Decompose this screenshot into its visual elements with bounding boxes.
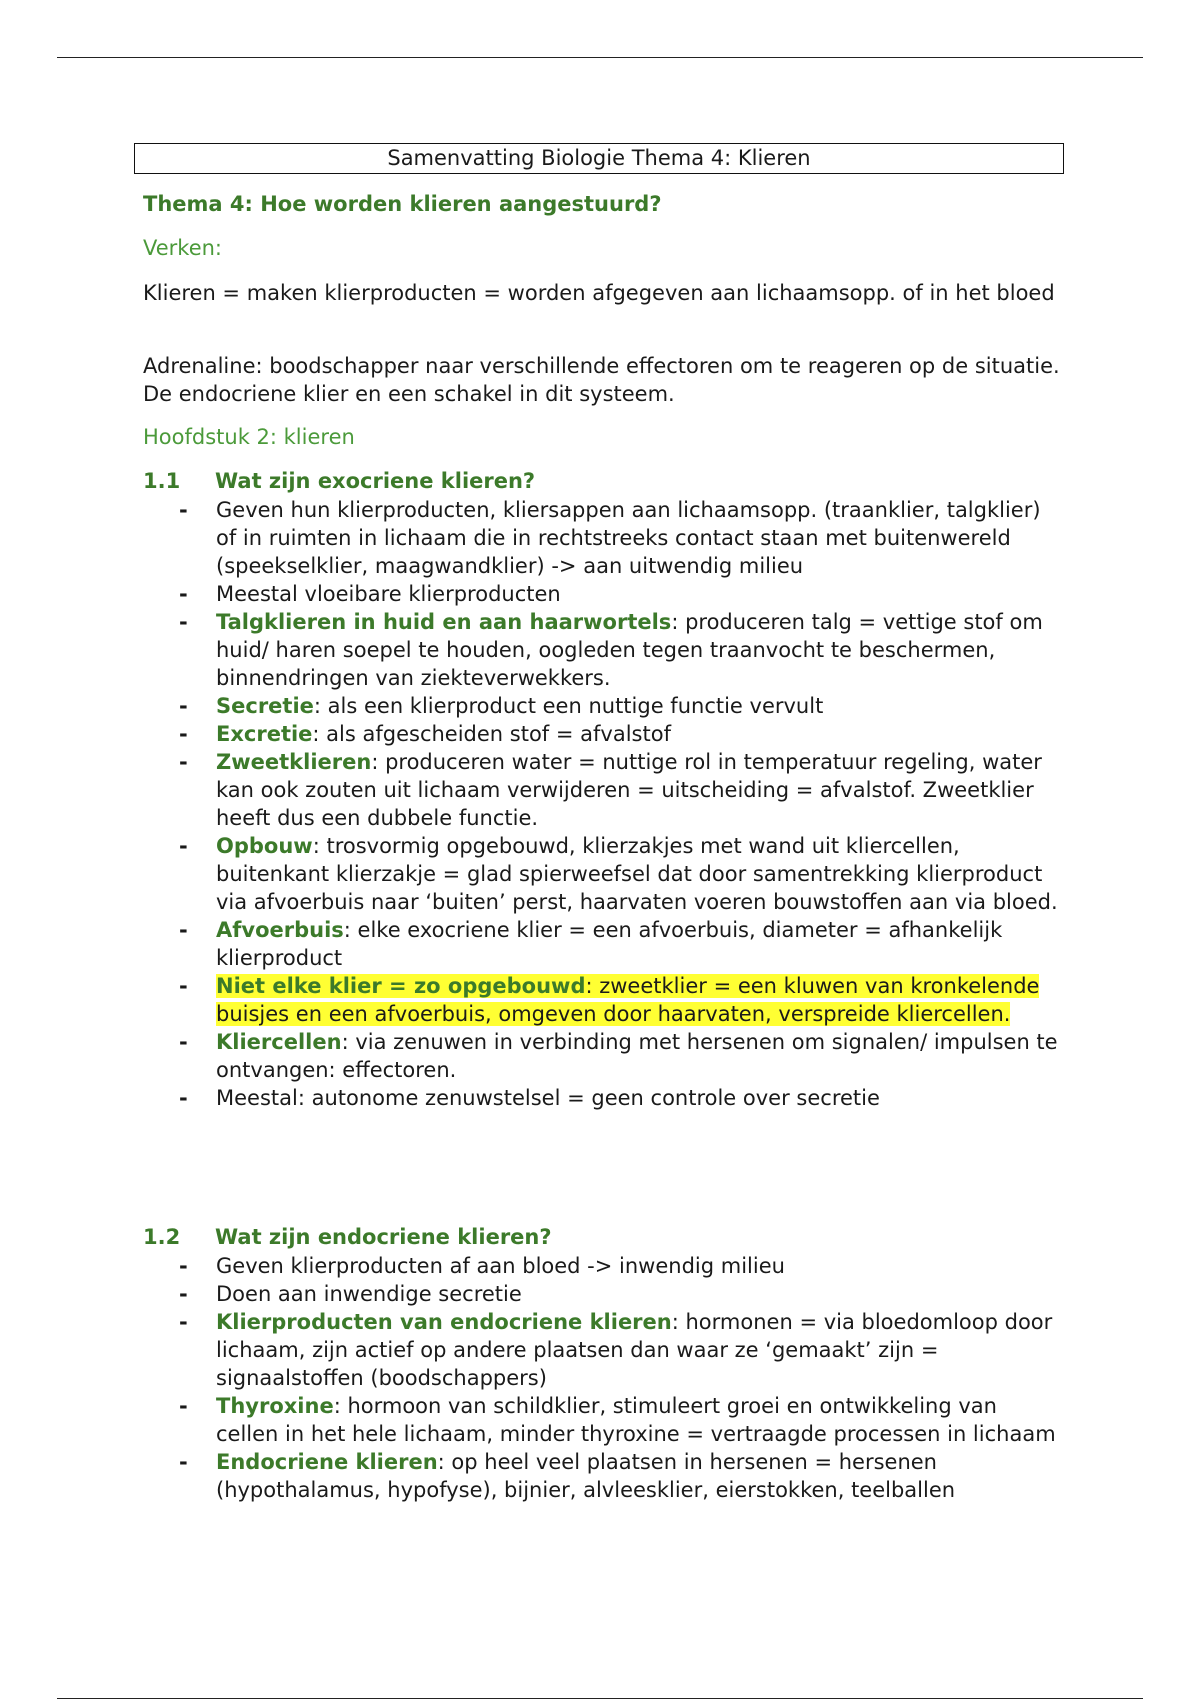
list-item-body bbox=[216, 694, 823, 718]
list-item bbox=[143, 1084, 1063, 1112]
bullet-dash: - bbox=[179, 498, 188, 522]
list-item-body bbox=[216, 610, 1043, 690]
item-text: : zweetklier = een kluwen van kronkelende buisjes en een afvoerbuis, omgeven door haarvaten, verspreide kliercellen. bbox=[216, 974, 1040, 1026]
keyword: Kliercellen bbox=[216, 1030, 342, 1054]
list-item-body bbox=[216, 1282, 522, 1306]
keyword: Talgklieren in huid en aan haarwortels bbox=[216, 610, 672, 634]
chapter-label: Hoofdstuk 2: klieren bbox=[143, 425, 355, 449]
list-item bbox=[143, 1448, 1063, 1504]
list-item-body bbox=[216, 1086, 880, 1110]
keyword: Klierproducten van endocriene klieren bbox=[216, 1310, 672, 1334]
bullet-dash: - bbox=[179, 750, 188, 774]
bullet-dash: - bbox=[179, 974, 188, 998]
list-item-body bbox=[216, 722, 671, 746]
item-text: Meestal vloeibare klierproducten bbox=[216, 582, 561, 606]
item-text: : op heel veel plaatsen in hersenen = hersenen (hypothalamus, hypofyse), bijnier, alvleesklier, eierstokken, teelballen bbox=[216, 1450, 956, 1502]
item-text: Meestal: autonome zenuwstelsel = geen controle over secretie bbox=[216, 1086, 880, 1110]
list-item bbox=[143, 972, 1063, 1028]
bullet-dash: - bbox=[179, 1450, 188, 1474]
item-text: : hormonen = via bloedomloop door lichaam, zijn actief op andere plaatsen dan waar ze ‘gemaakt’ zijn = signaalstoffen (boodschappers) bbox=[216, 1310, 1053, 1390]
bottom-rule bbox=[57, 1698, 1143, 1699]
list-item bbox=[143, 1308, 1063, 1392]
bullet-dash: - bbox=[179, 694, 188, 718]
list-item-body bbox=[216, 1394, 1056, 1446]
item-text: : produceren talg = vettige stof om huid/ haren soepel te houden, oogleden tegen traanvocht te beschermen, binnendringen van ziekteverwekkers. bbox=[216, 610, 1043, 690]
bullet-dash: - bbox=[179, 834, 188, 858]
document-title: Samenvatting Biologie Thema 4: Klieren bbox=[134, 143, 1064, 174]
list-item bbox=[143, 916, 1063, 972]
list-item bbox=[143, 748, 1063, 832]
bullet-dash: - bbox=[179, 1282, 188, 1306]
item-text: : trosvormig opgebouwd, klierzakjes met wand uit kliercellen, buitenkant klierzakje = glad spierweefsel dat door samentrekking klierproduct via afvoerbuis naar ‘buiten’ perst, haarvaten voeren bouwstoffen aan via bloed. bbox=[216, 834, 1058, 914]
keyword: Thyroxine bbox=[216, 1394, 334, 1418]
endocrine-bullet-list bbox=[143, 1252, 1063, 1504]
keyword: Excretie bbox=[216, 722, 313, 746]
item-text: Geven klierproducten af aan bloed -> inwendig milieu bbox=[216, 1254, 785, 1278]
top-rule bbox=[57, 57, 1143, 58]
list-item bbox=[143, 496, 1063, 580]
section-heading-1-2 bbox=[143, 1224, 1063, 1252]
list-item-body bbox=[216, 1450, 955, 1502]
list-item bbox=[143, 1280, 1063, 1308]
exocrine-bullet-list bbox=[143, 496, 1063, 1112]
item-text: : produceren water = nuttige rol in temperatuur regeling, water kan ook zouten uit lichaam verwijderen = uitscheiding = afvalstof. Zweetklier heeft dus een dubbele functie. bbox=[216, 750, 1042, 830]
section-title: Wat zijn endocriene klieren? bbox=[215, 1225, 552, 1249]
list-item bbox=[143, 692, 1063, 720]
keyword: Zweetklieren bbox=[216, 750, 372, 774]
bullet-dash: - bbox=[179, 722, 188, 746]
bullet-dash: - bbox=[179, 610, 188, 634]
section-number: 1.1 bbox=[143, 469, 181, 493]
item-text: Geven hun klierproducten, kliersappen aan lichaamsopp. (traanklier, talgklier) of in ruimten in lichaam die in rechtstreeks contact staan met buitenwereld (speekselklier, maagwandklier) -> aan uitwendig milieu bbox=[216, 498, 1041, 578]
list-item bbox=[143, 832, 1063, 916]
verken-label: Verken: bbox=[143, 236, 223, 260]
section-title: Wat zijn exocriene klieren? bbox=[215, 469, 536, 493]
list-item bbox=[143, 1252, 1063, 1280]
list-item bbox=[143, 580, 1063, 608]
bullet-dash: - bbox=[179, 918, 188, 942]
list-item bbox=[143, 608, 1063, 692]
list-item-body bbox=[216, 1030, 1058, 1082]
list-item-body bbox=[216, 918, 1002, 970]
list-item-body bbox=[216, 498, 1041, 578]
list-item bbox=[143, 720, 1063, 748]
item-text: : hormoon van schildklier, stimuleert groei en ontwikkeling van cellen in het hele lichaam, minder thyroxine = vertraagde processen in lichaam bbox=[216, 1394, 1056, 1446]
section-heading-1-1 bbox=[143, 468, 1063, 496]
keyword: Secretie bbox=[216, 694, 314, 718]
item-text: : elke exocriene klier = een afvoerbuis, diameter = afhankelijk klierproduct bbox=[216, 918, 1003, 970]
bullet-dash: - bbox=[179, 1030, 188, 1054]
section-number: 1.2 bbox=[143, 1225, 181, 1249]
keyword: Afvoerbuis bbox=[216, 918, 344, 942]
bullet-dash: - bbox=[179, 1254, 188, 1278]
item-text: : als afgescheiden stof = afvalstof bbox=[312, 722, 671, 746]
list-item-body bbox=[216, 582, 561, 606]
item-text: : als een klierproduct een nuttige functie vervult bbox=[313, 694, 824, 718]
list-item bbox=[143, 1028, 1063, 1084]
intro-paragraph-1: Klieren = maken klierproducten = worden afgegeven aan lichaamsopp. of in het bloed bbox=[143, 281, 1055, 305]
item-text: Doen aan inwendige secretie bbox=[216, 1282, 522, 1306]
list-item-body bbox=[216, 834, 1058, 914]
list-item-body bbox=[216, 1310, 1052, 1390]
bullet-dash: - bbox=[179, 582, 188, 606]
theme-heading: Thema 4: Hoe worden klieren aangestuurd? bbox=[143, 192, 662, 216]
list-item-body bbox=[216, 1254, 785, 1278]
list-item-body bbox=[216, 750, 1042, 830]
bullet-dash: - bbox=[179, 1086, 188, 1110]
bullet-dash: - bbox=[179, 1310, 188, 1334]
list-item-body bbox=[216, 974, 1039, 1026]
keyword: Niet elke klier = zo opgebouwd bbox=[216, 974, 586, 998]
bullet-dash: - bbox=[179, 1394, 188, 1418]
keyword: Endocriene klieren bbox=[216, 1450, 438, 1474]
item-text: : via zenuwen in verbinding met hersenen om signalen/ impulsen te ontvangen: effectoren. bbox=[216, 1030, 1058, 1082]
list-item bbox=[143, 1392, 1063, 1448]
intro-paragraph-2: Adrenaline: boodschapper naar verschillende effectoren om te reageren op de situatie. De endocriene klier en een schakel in dit systeem. bbox=[143, 354, 1060, 406]
keyword: Opbouw bbox=[216, 834, 313, 858]
